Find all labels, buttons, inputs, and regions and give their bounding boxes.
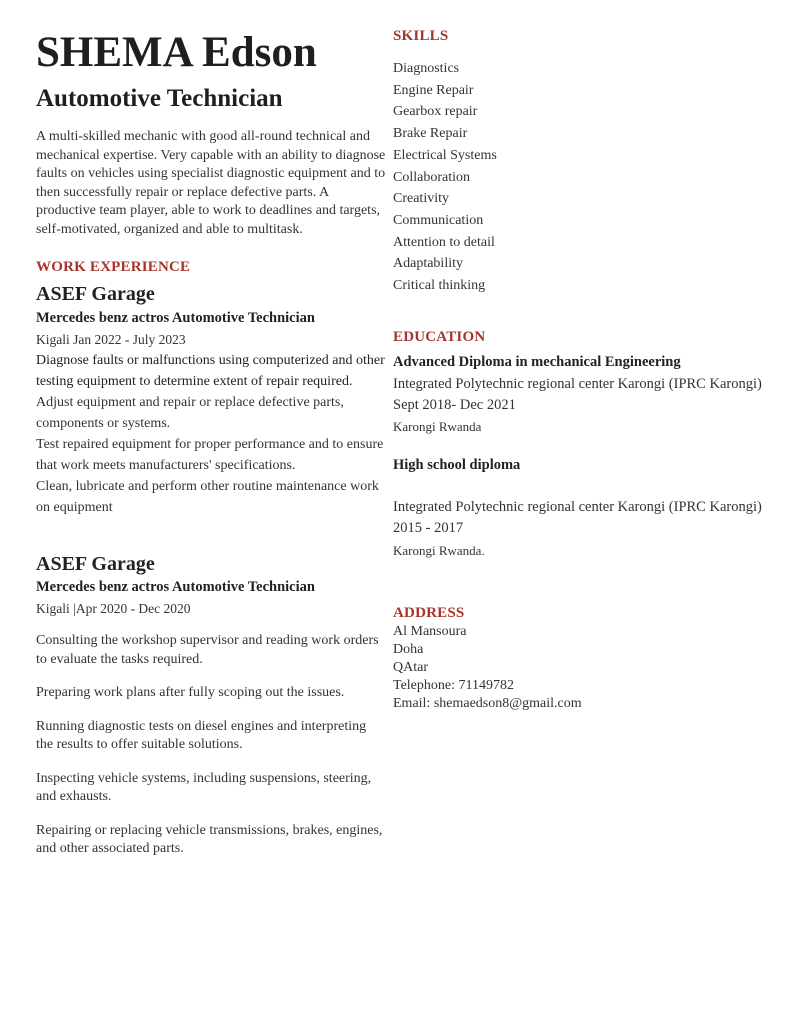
job-title: Mercedes benz actros Automotive Technician bbox=[36, 310, 315, 326]
skill-item: Critical thinking bbox=[393, 278, 486, 294]
address-line: Al Mansoura bbox=[393, 623, 467, 639]
skill-item: Attention to detail bbox=[393, 234, 495, 250]
candidate-name: SHEMA Edson bbox=[36, 29, 317, 76]
job-entry-2 bbox=[36, 552, 386, 859]
skill-item: Creativity bbox=[393, 191, 449, 207]
job-duty: Preparing work plans after fully scoping out the issues. bbox=[36, 685, 345, 700]
job-location-dates: Kigali Jan 2022 - July 2023 bbox=[36, 332, 186, 347]
candidate-title: Automotive Technician bbox=[36, 85, 283, 112]
skill-item: Communication bbox=[393, 212, 484, 228]
job-title: Mercedes benz actros Automotive Technician bbox=[36, 579, 315, 595]
profile-summary: A multi-skilled mechanic with good all-round technical and mechanical expertise. Very capable with an ability to diagnose faults on vehicles using specialist diagnostic equipment and to then successfully repair or replace defective parts. A productive team player, able to work to deadlines and targets, self-motivated, organized and able to multitask. bbox=[36, 129, 386, 237]
left-column bbox=[36, 28, 386, 874]
education-entry-2 bbox=[393, 455, 763, 561]
job-duty: Diagnose faults or malfunctions using computerized and other testing equipment to determine extent of repair required. bbox=[36, 353, 385, 389]
job-location-dates: Kigali |Apr 2020 - Dec 2020 bbox=[36, 601, 191, 616]
education-title: High school diploma bbox=[393, 456, 521, 473]
skill-item: Collaboration bbox=[393, 169, 470, 185]
education-location: Karongi Rwanda bbox=[393, 418, 482, 434]
job-company: ASEF Garage bbox=[36, 553, 155, 575]
skill-item: Gearbox repair bbox=[393, 104, 478, 120]
skill-item: Brake Repair bbox=[393, 126, 468, 142]
address-line: QAtar bbox=[393, 659, 428, 675]
right-column bbox=[393, 28, 763, 713]
skill-item: Electrical Systems bbox=[393, 147, 497, 163]
education-location: Karongi Rwanda. bbox=[393, 542, 485, 558]
job-duty: Clean, lubricate and perform other routine maintenance work on equipment bbox=[36, 479, 379, 515]
job-duty: Running diagnostic tests on diesel engines and interpreting the results to offer suitable solutions. bbox=[36, 718, 367, 752]
address-line: Doha bbox=[393, 641, 424, 657]
address-block bbox=[393, 623, 763, 713]
job-duty: Adjust equipment and repair or replace defective parts, components or systems. bbox=[36, 395, 344, 431]
education-school: Integrated Polytechnic regional center Karongi (IPRC Karongi) 2015 - 2017 bbox=[393, 498, 762, 536]
education-heading: EDUCATION bbox=[393, 328, 486, 345]
skill-item: Engine Repair bbox=[393, 82, 474, 98]
phone-line: Telephone: 71149782 bbox=[393, 677, 514, 693]
education-school: Integrated Polytechnic regional center Karongi (IPRC Karongi) Sept 2018- Dec 2021 bbox=[393, 375, 762, 413]
work-experience-heading: WORK EXPERIENCE bbox=[36, 259, 191, 275]
skills-heading: SKILLS bbox=[393, 28, 449, 44]
skill-item: Adaptability bbox=[393, 256, 463, 272]
job-duty: Repairing or replacing vehicle transmissions, brakes, engines, and other associated parts. bbox=[36, 822, 383, 856]
education-entry-1 bbox=[393, 352, 763, 437]
address-heading: ADDRESS bbox=[393, 604, 465, 621]
job-duty: Test repaired equipment for proper performance and to ensure that work meets manufacturers' specifications. bbox=[36, 437, 384, 473]
skill-item: Diagnostics bbox=[393, 61, 460, 76]
skills-list bbox=[393, 58, 763, 297]
education-title: Advanced Diploma in mechanical Engineering bbox=[393, 353, 681, 370]
job-duty: Consulting the workshop supervisor and reading work orders to evaluate the tasks required. bbox=[36, 633, 379, 667]
job-duty: Inspecting vehicle systems, including suspensions, steering, and exhausts. bbox=[36, 770, 372, 804]
job-company: ASEF Garage bbox=[36, 283, 155, 305]
job-entry-1 bbox=[36, 282, 386, 518]
email-line: Email: shemaedson8@gmail.com bbox=[393, 695, 582, 711]
